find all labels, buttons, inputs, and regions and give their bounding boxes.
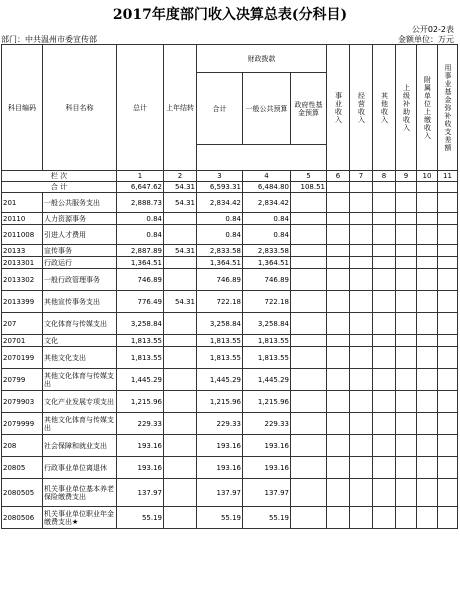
row-value: 137.97 (117, 479, 164, 507)
row-value (350, 435, 373, 457)
row-value (373, 507, 396, 529)
col-general-budget-header: 一般公共预算 (243, 73, 291, 145)
row-value (327, 457, 350, 479)
row-value (373, 391, 396, 413)
row-value: 1,813.55 (197, 335, 243, 347)
row-value (164, 335, 197, 347)
row-value: 2,888.73 (117, 193, 164, 213)
row-value: 229.33 (197, 413, 243, 435)
row-code: 20805 (2, 457, 43, 479)
row-value: 137.97 (197, 479, 243, 507)
col-other-header: 其他收入 (373, 45, 396, 171)
row-value (373, 457, 396, 479)
row-value (373, 435, 396, 457)
row-value (438, 457, 458, 479)
col-reserve-header: 用事业基金弥补收支差额 (438, 45, 458, 171)
row-value: 1,813.55 (243, 335, 291, 347)
row-value (164, 257, 197, 269)
row-value (291, 257, 327, 269)
table-row (2, 257, 458, 269)
row-value (350, 193, 373, 213)
row-value (291, 225, 327, 245)
row-value (291, 369, 327, 391)
row-value (396, 313, 417, 335)
row-code: 2070199 (2, 347, 43, 369)
row-code: 2013302 (2, 269, 43, 291)
row-value: 0.84 (117, 213, 164, 225)
row-value (417, 413, 438, 435)
column-number: 4 (243, 171, 291, 182)
row-value (373, 269, 396, 291)
row-value: 0.84 (117, 225, 164, 245)
row-value (350, 457, 373, 479)
row-value (291, 457, 327, 479)
row-value (164, 507, 197, 529)
row-value (327, 225, 350, 245)
table-row (2, 335, 458, 347)
row-value: 722.18 (243, 291, 291, 313)
row-value (164, 479, 197, 507)
row-value (373, 225, 396, 245)
row-value (417, 291, 438, 313)
row-value (373, 213, 396, 225)
row-value (438, 413, 458, 435)
row-value (350, 269, 373, 291)
table-row (2, 391, 458, 413)
page-title: 2017年度部门收入决算总表(分科目) (112, 7, 348, 23)
row-value (396, 507, 417, 529)
row-value (327, 313, 350, 335)
unit-label: 金额单位：万元 (398, 35, 454, 44)
row-value (417, 193, 438, 213)
row-value (164, 225, 197, 245)
row-value: 193.16 (117, 435, 164, 457)
table-row (2, 507, 458, 529)
column-number: 3 (197, 171, 243, 182)
row-code: 2079903 (2, 391, 43, 413)
row-value: 1,813.55 (243, 347, 291, 369)
column-number: 7 (350, 171, 373, 182)
row-value (164, 457, 197, 479)
row-value (396, 245, 417, 257)
total-row-label: 合 计 (2, 182, 117, 193)
col-fiscal-group-header: 财政拨款 (197, 45, 327, 73)
row-value (438, 245, 458, 257)
form-number: 公开02-2表 (411, 25, 454, 34)
row-value (438, 479, 458, 507)
row-value (417, 435, 438, 457)
row-value: 1,215.96 (197, 391, 243, 413)
row-value (291, 335, 327, 347)
row-value (350, 291, 373, 313)
row-code: 20133 (2, 245, 43, 257)
row-value (438, 291, 458, 313)
row-value (327, 245, 350, 257)
row-value: 0.84 (197, 213, 243, 225)
table-row (2, 291, 458, 313)
row-value (417, 257, 438, 269)
row-value (291, 193, 327, 213)
row-value (291, 413, 327, 435)
row-value (417, 479, 438, 507)
row-value (396, 193, 417, 213)
row-value (327, 257, 350, 269)
row-value: 1,215.96 (243, 391, 291, 413)
row-value: 1,215.96 (117, 391, 164, 413)
row-value (373, 479, 396, 507)
row-value: 193.16 (243, 457, 291, 479)
row-value (291, 347, 327, 369)
row-value (417, 269, 438, 291)
table-row (2, 193, 458, 213)
row-value: 1,813.55 (117, 335, 164, 347)
row-value: 55.19 (117, 507, 164, 529)
row-value (373, 347, 396, 369)
row-value (373, 291, 396, 313)
table-row (2, 347, 458, 369)
row-name: 其他文化支出 (43, 347, 117, 369)
row-value: 1,813.55 (117, 347, 164, 369)
col-total-header: 总计 (117, 45, 164, 171)
row-name: 机关事业单位基本养老保险缴费支出 (43, 479, 117, 507)
row-name: 宣传事务 (43, 245, 117, 257)
row-code: 2079999 (2, 413, 43, 435)
row-value (164, 369, 197, 391)
row-value (350, 213, 373, 225)
row-value (438, 257, 458, 269)
row-value: 137.97 (243, 479, 291, 507)
total-value (417, 182, 438, 193)
row-value (438, 335, 458, 347)
column-number: 8 (373, 171, 396, 182)
row-name: 行政事业单位离退休 (43, 457, 117, 479)
row-code: 20799 (2, 369, 43, 391)
total-value (396, 182, 417, 193)
row-value (373, 193, 396, 213)
table-row (2, 369, 458, 391)
row-value: 2,887.89 (117, 245, 164, 257)
row-value (373, 335, 396, 347)
col-name-header: 科目名称 (43, 45, 117, 171)
row-name: 文化产业发展专项支出 (43, 391, 117, 413)
row-value (327, 335, 350, 347)
column-number: 11 (438, 171, 458, 182)
row-value (327, 435, 350, 457)
row-value (417, 225, 438, 245)
row-value: 229.33 (117, 413, 164, 435)
row-value (350, 391, 373, 413)
row-code: 201 (2, 193, 43, 213)
row-value (291, 269, 327, 291)
row-value (164, 347, 197, 369)
row-value: 193.16 (197, 435, 243, 457)
column-number: 2 (164, 171, 197, 182)
row-value (438, 225, 458, 245)
row-value (373, 369, 396, 391)
row-value (350, 347, 373, 369)
column-number: 1 (117, 171, 164, 182)
row-value (164, 313, 197, 335)
row-value (396, 225, 417, 245)
row-value (291, 507, 327, 529)
row-value: 2,833.58 (243, 245, 291, 257)
col-code-header: 科目编码 (2, 45, 43, 171)
row-value (438, 507, 458, 529)
row-value (373, 413, 396, 435)
row-value (164, 435, 197, 457)
total-value (438, 182, 458, 193)
row-value (291, 291, 327, 313)
row-code: 20110 (2, 213, 43, 225)
row-name: 一般公共服务支出 (43, 193, 117, 213)
total-value: 6,484.80 (243, 182, 291, 193)
row-value: 746.89 (197, 269, 243, 291)
row-value (327, 413, 350, 435)
row-value (396, 479, 417, 507)
row-code: 2011008 (2, 225, 43, 245)
department-label: 部门：中共温州市委宣传部 (1, 35, 97, 44)
table-row (2, 413, 458, 435)
row-value (327, 193, 350, 213)
row-code: 2080505 (2, 479, 43, 507)
row-value: 193.16 (243, 435, 291, 457)
row-name: 一般行政管理事务 (43, 269, 117, 291)
row-value: 1,364.51 (117, 257, 164, 269)
total-value (350, 182, 373, 193)
row-value (417, 347, 438, 369)
row-value: 193.16 (197, 457, 243, 479)
row-value (417, 369, 438, 391)
row-value (438, 391, 458, 413)
row-value: 193.16 (117, 457, 164, 479)
row-value (327, 479, 350, 507)
row-value (417, 245, 438, 257)
total-value: 6,647.62 (117, 182, 164, 193)
row-value: 776.49 (117, 291, 164, 313)
row-value: 1,364.51 (243, 257, 291, 269)
row-value (373, 313, 396, 335)
table-row (2, 313, 458, 335)
row-value (164, 213, 197, 225)
table-row (2, 435, 458, 457)
table-row (2, 479, 458, 507)
table-row (2, 245, 458, 257)
col-superior-subsidy-header: 上级补助收入 (396, 45, 417, 171)
row-value: 229.33 (243, 413, 291, 435)
row-value: 1,445.29 (197, 369, 243, 391)
row-value (327, 347, 350, 369)
row-value (350, 335, 373, 347)
row-value: 1,445.29 (243, 369, 291, 391)
row-value (396, 413, 417, 435)
col-fiscal-total-header: 合计 (197, 73, 243, 145)
row-value (396, 391, 417, 413)
row-value (396, 369, 417, 391)
row-value: 746.89 (117, 269, 164, 291)
row-value (350, 479, 373, 507)
row-value (417, 507, 438, 529)
column-number: 6 (327, 171, 350, 182)
row-code: 2013301 (2, 257, 43, 269)
row-value (327, 269, 350, 291)
total-value: 6,593.31 (197, 182, 243, 193)
row-value: 0.84 (197, 225, 243, 245)
row-value: 3,258.84 (197, 313, 243, 335)
row-value: 1,445.29 (117, 369, 164, 391)
row-value (291, 391, 327, 413)
row-value: 746.89 (243, 269, 291, 291)
row-value (291, 435, 327, 457)
row-value (350, 413, 373, 435)
row-value (350, 257, 373, 269)
row-name: 其他文化体育与传媒支出 (43, 369, 117, 391)
row-code: 20701 (2, 335, 43, 347)
row-value: 722.18 (197, 291, 243, 313)
row-value (396, 435, 417, 457)
row-value: 1,364.51 (197, 257, 243, 269)
row-name: 机关事业单位职业年金缴费支出★ (43, 507, 117, 529)
row-value (291, 213, 327, 225)
row-value: 2,834.42 (197, 193, 243, 213)
row-value (350, 245, 373, 257)
row-value: 2,834.42 (243, 193, 291, 213)
table-row (2, 213, 458, 225)
col-business-header: 事业收入 (327, 45, 350, 171)
total-value: 54.31 (164, 182, 197, 193)
row-value: 2,833.58 (197, 245, 243, 257)
row-value (396, 347, 417, 369)
row-value (327, 213, 350, 225)
row-code: 208 (2, 435, 43, 457)
row-value (350, 313, 373, 335)
total-value: 108.51 (291, 182, 327, 193)
table-row (2, 269, 458, 291)
row-value (438, 313, 458, 335)
row-value (327, 391, 350, 413)
row-value (417, 213, 438, 225)
row-value (417, 313, 438, 335)
column-number: 5 (291, 171, 327, 182)
row-value: 0.84 (243, 225, 291, 245)
col-operating-header: 经营收入 (350, 45, 373, 171)
row-value (327, 291, 350, 313)
row-value (291, 313, 327, 335)
row-value (396, 291, 417, 313)
row-name: 引进人才费用 (43, 225, 117, 245)
row-value (438, 269, 458, 291)
row-value (373, 245, 396, 257)
row-name: 其他文化体育与传媒支出 (43, 413, 117, 435)
row-value: 54.31 (164, 245, 197, 257)
row-value (396, 257, 417, 269)
row-value (350, 225, 373, 245)
row-value (164, 269, 197, 291)
row-value: 1,813.55 (197, 347, 243, 369)
row-value: 54.31 (164, 193, 197, 213)
column-number: 9 (396, 171, 417, 182)
row-name: 社会保障和就业支出 (43, 435, 117, 457)
row-value (396, 335, 417, 347)
total-value (373, 182, 396, 193)
col-affiliated-header: 附属单位上缴收入 (417, 45, 438, 171)
table-row (2, 225, 458, 245)
row-value (417, 391, 438, 413)
row-value (417, 335, 438, 347)
row-value (373, 257, 396, 269)
row-name: 其他宣传事务支出 (43, 291, 117, 313)
row-value (417, 457, 438, 479)
row-value: 3,258.84 (117, 313, 164, 335)
row-name: 行政运行 (43, 257, 117, 269)
row-value: 55.19 (197, 507, 243, 529)
lanci-label: 栏 次 (2, 171, 117, 182)
row-value (164, 391, 197, 413)
revenue-table (1, 44, 458, 529)
row-value (438, 347, 458, 369)
row-value (438, 369, 458, 391)
col-carryover-header: 上年结转 (164, 45, 197, 171)
row-value (396, 457, 417, 479)
row-name: 文化 (43, 335, 117, 347)
row-value (438, 213, 458, 225)
row-value (396, 269, 417, 291)
row-value (327, 369, 350, 391)
row-value (327, 507, 350, 529)
table-row (2, 457, 458, 479)
row-value: 55.19 (243, 507, 291, 529)
row-value: 54.31 (164, 291, 197, 313)
row-code: 207 (2, 313, 43, 335)
row-value: 0.84 (243, 213, 291, 225)
row-value (291, 479, 327, 507)
row-value (438, 435, 458, 457)
row-value (164, 413, 197, 435)
total-value (327, 182, 350, 193)
column-number: 10 (417, 171, 438, 182)
col-gov-fund-header: 政府性基金预算 (291, 73, 327, 145)
row-value (438, 193, 458, 213)
row-name: 人力资源事务 (43, 213, 117, 225)
row-value: 3,258.84 (243, 313, 291, 335)
row-code: 2080506 (2, 507, 43, 529)
row-name: 文化体育与传媒支出 (43, 313, 117, 335)
row-code: 2013399 (2, 291, 43, 313)
row-value (350, 369, 373, 391)
row-value (291, 245, 327, 257)
row-value (350, 507, 373, 529)
row-value (396, 213, 417, 225)
